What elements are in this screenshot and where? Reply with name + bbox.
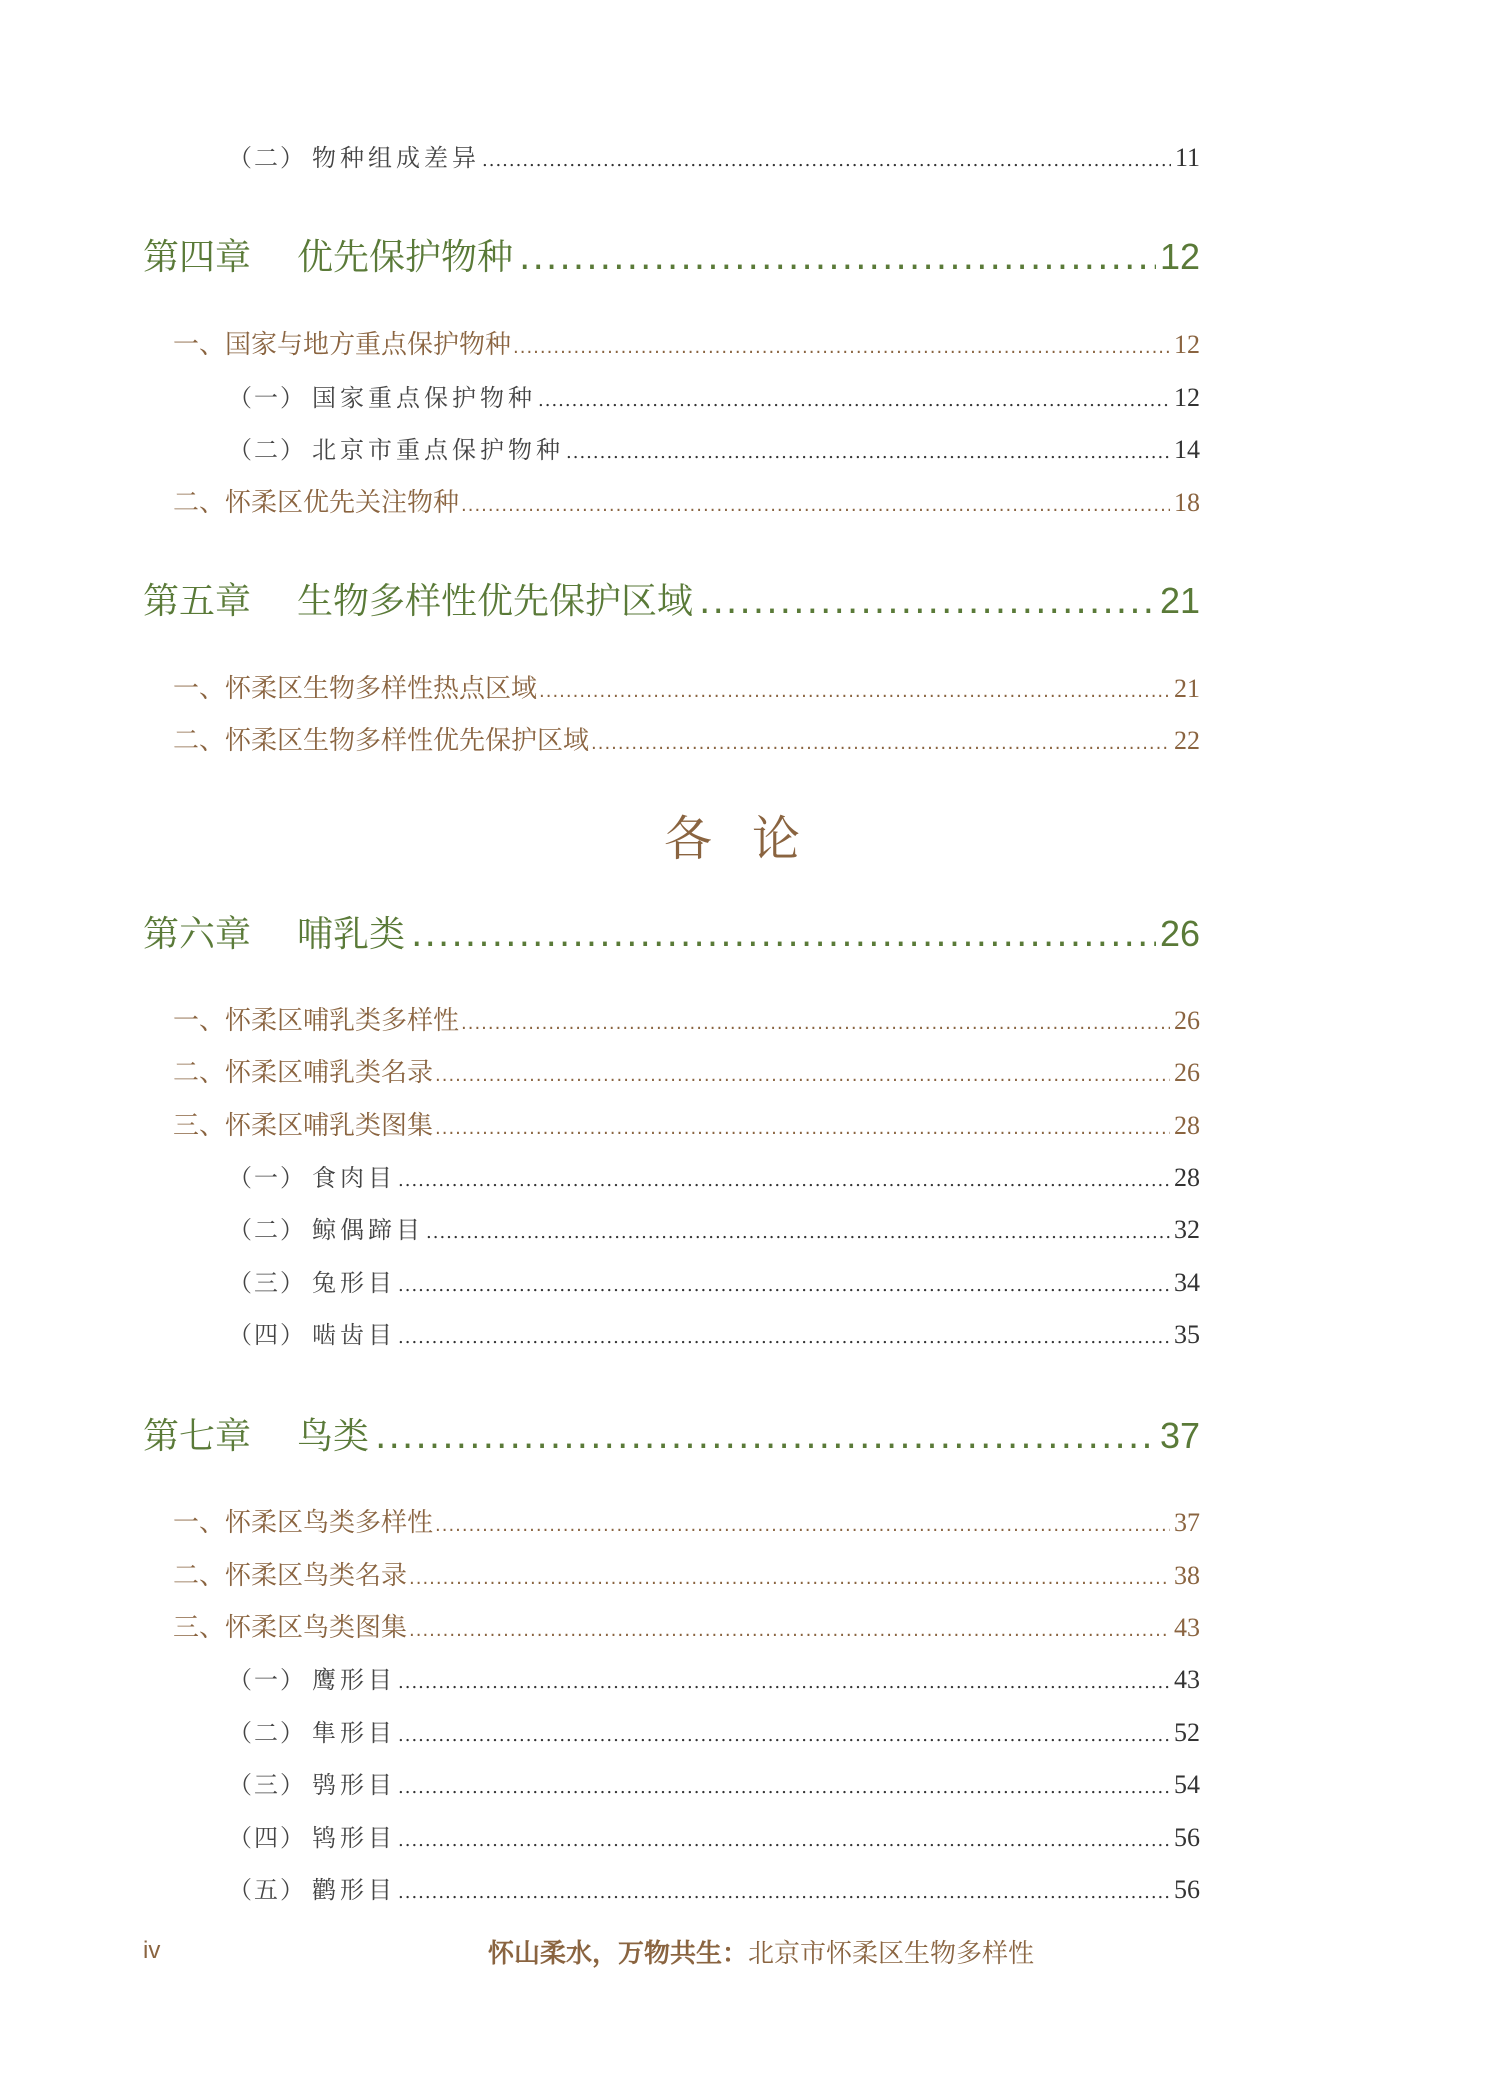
toc-label: 一、怀柔区哺乳类多样性	[173, 1006, 460, 1036]
leader-dots	[375, 1416, 1156, 1457]
leader-dots	[699, 581, 1156, 622]
toc-section[interactable]	[173, 720, 1200, 757]
chapter-title: 生物多样性优先保护区域	[297, 581, 694, 622]
toc-subsection[interactable]	[228, 1870, 1200, 1905]
toc-subsection[interactable]	[228, 430, 1200, 465]
toc-label: 鲸偶蹄目	[312, 1216, 424, 1244]
toc-page-number: 56	[1174, 1823, 1200, 1852]
toc-subsection[interactable]	[228, 378, 1200, 413]
toc-subsection[interactable]	[228, 1210, 1200, 1245]
toc-page-number: 28	[1174, 1111, 1200, 1140]
toc-page-number: 22	[1174, 726, 1200, 755]
toc-chapter-6[interactable]	[143, 906, 1200, 957]
toc-subsection[interactable]	[228, 1158, 1200, 1193]
toc-chapter-7[interactable]	[143, 1408, 1200, 1459]
toc-label: 北京市重点保护物种	[312, 436, 564, 464]
leader-dots	[398, 1327, 1170, 1348]
toc-section[interactable]	[173, 1555, 1200, 1592]
toc-label: 二、怀柔区鸟类名录	[173, 1561, 408, 1591]
toc-page-number: 14	[1174, 435, 1200, 464]
toc-subsection[interactable]	[228, 1660, 1200, 1695]
chapter-number: 第五章	[143, 581, 252, 622]
toc-chapter-4[interactable]	[143, 229, 1200, 280]
toc-prefix: （一）	[228, 1666, 306, 1694]
toc-section[interactable]	[173, 1052, 1200, 1089]
toc-section[interactable]	[173, 482, 1200, 519]
chapter-title: 鸟类	[297, 1416, 370, 1457]
leader-dots	[398, 1777, 1170, 1798]
leader-dots	[426, 1222, 1170, 1243]
leader-dots	[591, 733, 1170, 754]
toc-label: 一、国家与地方重点保护物种	[173, 330, 512, 360]
toc-prefix: （二）	[228, 436, 306, 464]
toc-page-number: 26	[1174, 1058, 1200, 1087]
toc-page-number: 38	[1174, 1561, 1200, 1590]
toc-label: 隼形目	[312, 1719, 396, 1747]
toc-chapter-5[interactable]	[143, 573, 1200, 624]
toc-label: 国家重点保护物种	[312, 384, 536, 412]
leader-dots	[409, 1620, 1170, 1641]
toc-page-number: 56	[1174, 1875, 1200, 1904]
leader-dots	[398, 1830, 1170, 1851]
leader-dots	[513, 337, 1170, 358]
toc-label: 二、怀柔区生物多样性优先保护区域	[173, 726, 590, 756]
footer-page-number: iv	[143, 1937, 161, 1964]
toc-subsection[interactable]	[228, 1765, 1200, 1800]
toc-page-number: 12	[1174, 383, 1200, 412]
leader-dots	[519, 237, 1156, 278]
toc-prefix: （一）	[228, 384, 306, 412]
toc-prefix: （一）	[228, 1164, 306, 1192]
chapter-number: 第七章	[143, 1416, 252, 1457]
leader-dots	[411, 914, 1156, 955]
toc-prefix: （五）	[228, 1876, 306, 1904]
leader-dots	[461, 495, 1170, 516]
toc-page-number: 32	[1174, 1215, 1200, 1244]
toc-label: 啮齿目	[312, 1321, 396, 1349]
toc-page-number: 35	[1174, 1320, 1200, 1349]
toc-page-number: 18	[1174, 488, 1200, 517]
toc-prefix: （二）	[228, 1719, 306, 1747]
toc-label: 食肉目	[312, 1164, 396, 1192]
toc-page-number: 26	[1174, 1006, 1200, 1035]
toc-page-number: 11	[1174, 143, 1200, 172]
toc-label: 鹳形目	[312, 1876, 396, 1904]
toc-section[interactable]	[173, 1105, 1200, 1142]
toc-section[interactable]	[173, 1607, 1200, 1644]
toc-prefix: （三）	[228, 1269, 306, 1297]
part-heading: 各论	[663, 811, 840, 867]
toc-label: 兔形目	[312, 1269, 396, 1297]
leader-dots	[539, 681, 1170, 702]
toc-page-number: 43	[1174, 1665, 1200, 1694]
toc-page-number: 37	[1159, 1415, 1200, 1456]
toc-page-number: 21	[1174, 674, 1200, 703]
toc-section[interactable]	[173, 1000, 1200, 1037]
footer-book-title	[488, 1933, 1034, 1970]
toc-label: 三、怀柔区哺乳类图集	[173, 1111, 434, 1141]
toc-label: 一、怀柔区鸟类多样性	[173, 1508, 434, 1538]
leader-dots	[398, 1725, 1170, 1746]
leader-dots	[398, 1882, 1170, 1903]
toc-page-number: 21	[1159, 580, 1200, 621]
toc-prefix: （二）	[228, 1216, 306, 1244]
footer-title-bold: 怀山柔水，万物共生：	[488, 1939, 749, 1969]
toc-page-number: 37	[1174, 1508, 1200, 1537]
toc-prefix: （三）	[228, 1771, 306, 1799]
leader-dots	[435, 1515, 1170, 1536]
toc-page-number: 34	[1174, 1268, 1200, 1297]
toc-label: 三、怀柔区鸟类图集	[173, 1613, 408, 1643]
leader-dots	[398, 1672, 1170, 1693]
toc-label: 鹰形目	[312, 1666, 396, 1694]
toc-page-number: 12	[1159, 236, 1200, 277]
toc-prefix: （二）	[228, 144, 306, 172]
toc-label: 鸨形目	[312, 1824, 396, 1852]
chapter-title: 哺乳类	[297, 914, 406, 955]
toc-page-number: 43	[1174, 1613, 1200, 1642]
toc-label: 二、怀柔区哺乳类名录	[173, 1058, 434, 1088]
toc-section[interactable]	[173, 1502, 1200, 1539]
leader-dots	[482, 150, 1171, 171]
toc-subsection[interactable]	[228, 1263, 1200, 1298]
toc-page-number: 26	[1159, 913, 1200, 954]
toc-label: 二、怀柔区优先关注物种	[173, 488, 460, 518]
chapter-title: 优先保护物种	[297, 237, 514, 278]
toc-label: 鸮形目	[312, 1771, 396, 1799]
toc-label: 物种组成差异	[312, 144, 480, 172]
toc-subsection-species-composition[interactable]	[228, 138, 1200, 173]
toc-subsection[interactable]	[228, 1818, 1200, 1853]
toc-section[interactable]	[173, 668, 1200, 705]
toc-subsection[interactable]	[228, 1713, 1200, 1748]
leader-dots	[409, 1568, 1170, 1589]
leader-dots	[398, 1170, 1170, 1191]
leader-dots	[461, 1013, 1170, 1034]
leader-dots	[435, 1118, 1170, 1139]
leader-dots	[566, 442, 1170, 463]
leader-dots	[398, 1275, 1170, 1296]
toc-page-number: 52	[1174, 1718, 1200, 1747]
toc-page-number: 54	[1174, 1770, 1200, 1799]
toc-prefix: （四）	[228, 1824, 306, 1852]
chapter-number: 第四章	[143, 237, 252, 278]
toc-page-number: 12	[1174, 330, 1200, 359]
toc-prefix: （四）	[228, 1321, 306, 1349]
footer-title-rest: 北京市怀柔区生物多样性	[748, 1939, 1035, 1969]
toc-section[interactable]	[173, 324, 1200, 361]
leader-dots	[435, 1065, 1170, 1086]
toc-subsection[interactable]	[228, 1315, 1200, 1350]
toc-page-number: 28	[1174, 1163, 1200, 1192]
chapter-number: 第六章	[143, 914, 252, 955]
toc-label: 一、怀柔区生物多样性热点区域	[173, 674, 538, 704]
leader-dots	[538, 390, 1170, 411]
